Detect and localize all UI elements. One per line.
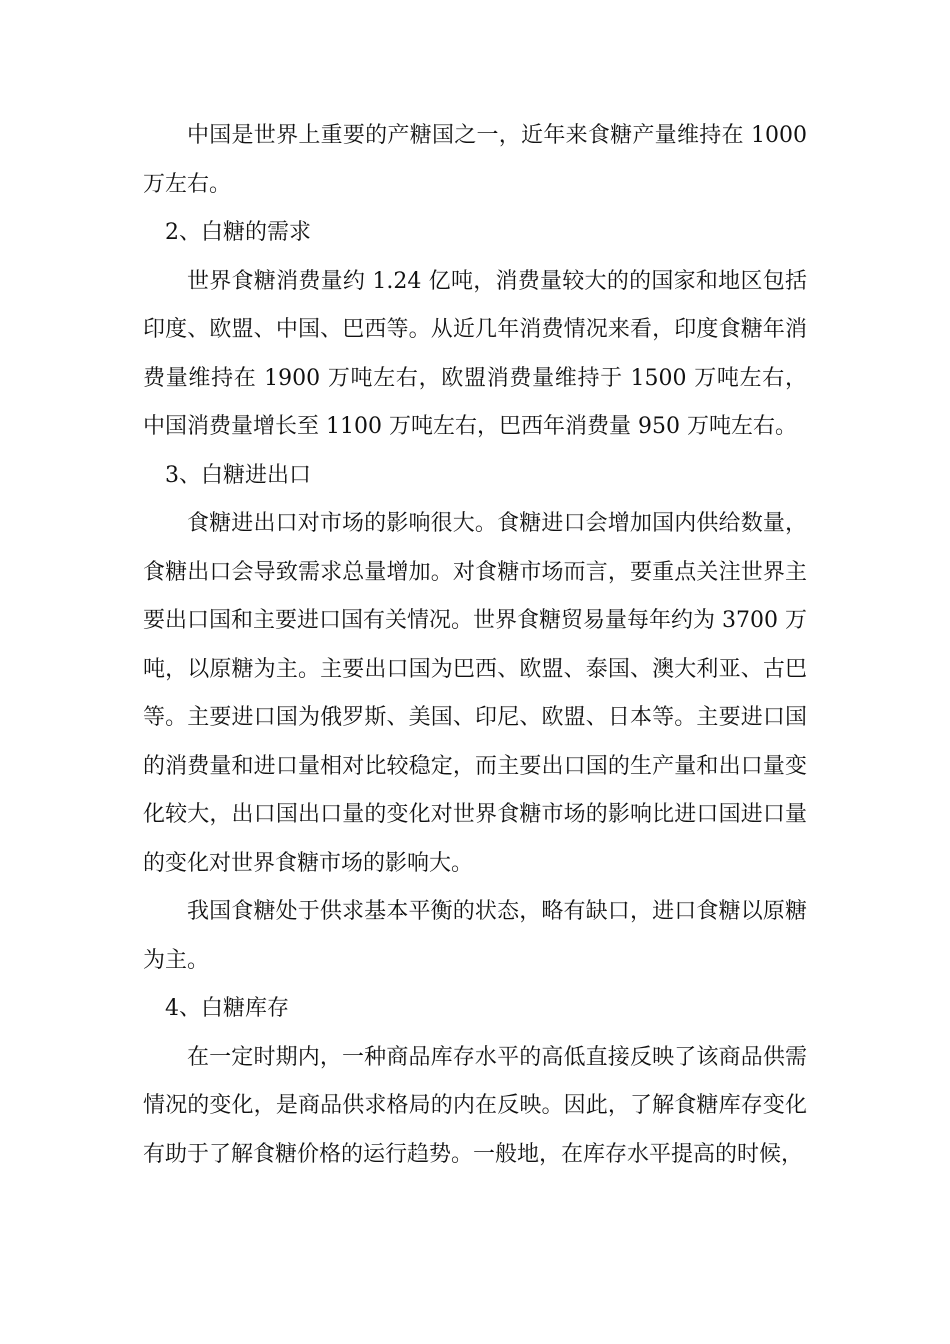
section-heading-import-export: 3、白糖进出口 — [165, 462, 311, 488]
section-heading-inventory: 4、白糖库存 — [165, 996, 289, 1021]
paragraph-import-export: 食糖进出口对市场的影响很大。食糖进口会增加国内供给数量，食糖出口会导致需求总量增加。对食糖市场而言，要重点关注世界主要出口国和主要进口国有关情况。世界食糖贸易量每年约为 3700 万吨，以原糖为主。主要出口国为巴西、欧盟、泰国、澳大利亚、古巴等。主要进口国为俄罗斯、美国、印尼、欧盟、日本等。主要进口国的消费量和进口量相对比较稳定，而主要出口国的生产量和出口量变化较大，出口国出口量的变化对世界食糖市场的影响比进口国进口量的变化对世界食糖市场的影响大。 — [143, 511, 807, 876]
paragraph-sugar-demand: 世界食糖消费量约 1.24 亿吨，消费量较大的的国家和地区包括印度、欧盟、中国、巴西等。从近几年消费情况来看，印度食糖年消费量维持在 1900 万吨左右，欧盟消费量维持于 1500 万吨左右，中国消费量增长至 1100 万吨左右，巴西年消费量 950 万吨左右。 — [143, 268, 807, 439]
section-heading-demand: 2、白糖的需求 — [165, 220, 311, 245]
paragraph-inventory: 在一定时期内，一种商品库存水平的高低直接反映了该商品供需情况的变化，是商品供求格局的内在反映。因此，了解食糖库存变化有助于了解食糖价格的运行趋势。一般地，在库存水平提高的时候， — [143, 1044, 807, 1167]
paragraph-china-balance: 我国食糖处于供求基本平衡的状态，略有缺口，进口食糖以原糖为主。 — [143, 899, 807, 973]
paragraph-sugar-production: 中国是世界上重要的产糖国之一，近年来食糖产量维持在 1000 万左右。 — [143, 123, 807, 197]
document-body — [143, 112, 807, 1179]
